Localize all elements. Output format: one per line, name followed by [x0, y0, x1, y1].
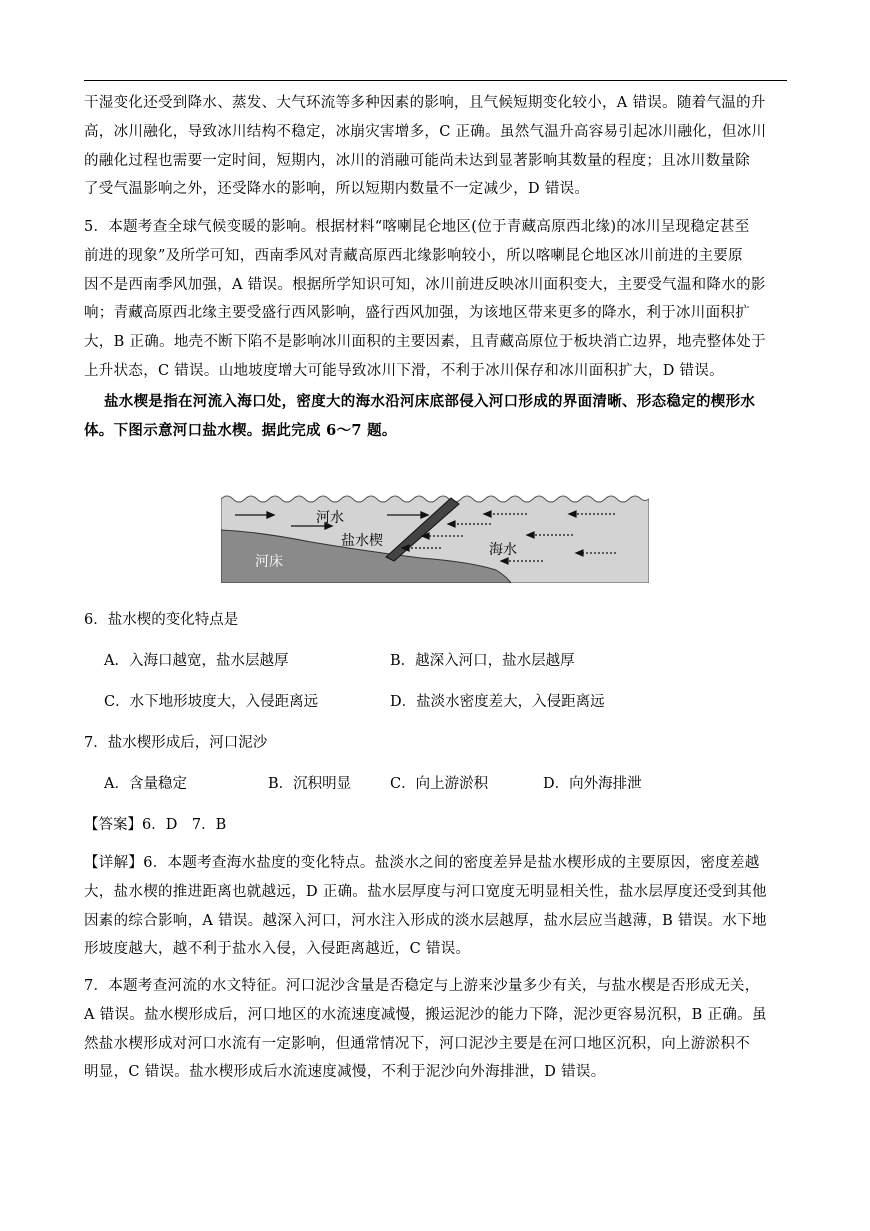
q6-option-b: B．越深入河口，盐水层越厚: [390, 653, 575, 669]
label-riverbed: 河床: [255, 554, 283, 570]
q6-option-c: C．水下地形坡度大，入侵距离远: [104, 694, 319, 710]
label-river-water: 河水: [316, 510, 344, 526]
text-line: 然盐水楔形成对河口水流有一定影响，但通常情况下，河口泥沙主要是在河口地区沉积，向上游淤积不: [84, 1035, 750, 1052]
text-line: 大，盐水楔的推进距离也就越远，D 正确。盐水层厚度与河口宽度无明显相关性，盐水层厚度还受到其他: [84, 883, 767, 900]
label-salt-wedge: 盐水楔: [341, 533, 383, 549]
header-rule: [84, 80, 787, 81]
q6-detail: [84, 849, 788, 964]
q6-stem: 6．盐水楔的变化特点是: [84, 612, 239, 628]
text-line: 前进的现象”及所学可知，西南季风对青藏高原西北缘影响较小，所以喀喇昆仑地区冰川前进的主要原: [84, 247, 743, 264]
salt-wedge-diagram: [221, 460, 649, 583]
text-line: 大，B 正确。地壳不断下陷不是影响冰川面积的主要因素，且青藏高原位于板块消亡边界，地壳整体处于: [84, 334, 766, 351]
text-line: 明显，C 错误。盐水楔形成后水流速度减慢，不利于泥沙向外海排泄，D 错误。: [84, 1064, 606, 1081]
text-line: 上升状态，C 错误。山地坡度增大可能导致冰川下滑，不利于冰川保存和冰川面积扩大，D 错误。: [84, 362, 724, 379]
q7-option-b: B．沉积明显: [268, 776, 352, 792]
material-intro: [84, 388, 788, 446]
q7-option-a: A．含量稳定: [104, 776, 187, 792]
text-line: 盐水楔是指在河流入海口处，密度大的海水沿河床底部侵入河口形成的界面清晰、形态稳定的楔形水: [104, 393, 756, 410]
text-line: 因素的综合影响，A 错误。越深入河口，河水注入形成的淡水层越厚，盐水层应当越薄，B 错误。水下地: [84, 912, 767, 929]
text-line: 因不是西南季风加强，A 错误。根据所学知识可知，冰川前进反映冰川面积变大，主要受气温和降水的影: [84, 276, 766, 293]
text-line: 了受气温影响之外，还受降水的影响，所以短期内数量不一定减少，D 错误。: [84, 181, 590, 198]
text-line: 5．本题考查全球气候变暖的影响。根据材料“喀喇昆仑地区(位于青藏高原西北缘)的冰川呈现稳定甚至: [84, 219, 750, 235]
text-line: 【详解】6．本题考查海水盐度的变化特点。盐淡水之间的密度差异是盐水楔形成的主要原因，密度差越: [84, 855, 760, 871]
q6-option-d: D．盐淡水密度差大，入侵距离远: [390, 694, 605, 710]
text-line: 7．本题考查河流的水文特征。河口泥沙含量是否稳定与上游来沙量多少有关，与盐水楔是否形成无关，: [84, 978, 760, 994]
q7-stem: 7．盐水楔形成后，河口泥沙: [84, 735, 268, 751]
label-sea-water: 海水: [489, 542, 517, 558]
salt-wedge-svg: [221, 460, 649, 583]
q7-option-d: D．向外海排泄: [543, 776, 642, 792]
text-line: 的融化过程也需要一定时间，短期内，冰川的消融可能尚未达到显著影响其数量的程度；且冰川数量除: [84, 152, 750, 169]
text-line: 形坡度越大，越不利于盐水入侵，入侵距离越近，C 错误。: [84, 941, 471, 958]
q5-explanation: [84, 213, 788, 386]
q7-option-c: C．向上游淤积: [390, 776, 489, 792]
text-line: A 错误。盐水楔形成后，河口地区的水流速度减慢，搬运泥沙的能力下降，泥沙更容易沉积，B 正确。虽: [84, 1006, 767, 1023]
q4-explanation-continued: [84, 89, 788, 204]
q7-detail: [84, 972, 788, 1087]
text-line: 响；青藏高原西北缘主要受盛行西风影响，盛行西风加强，为该地区带来更多的降水，利于冰川面积扩: [84, 305, 750, 322]
answer-line: 【答案】6．D 7．B: [84, 817, 227, 833]
text-line: 体。下图示意河口盐水楔。据此完成 6～7 题。: [84, 421, 397, 439]
text-line: 高，冰川融化，导致冰川结构不稳定，冰崩灾害增多，C 正确。虽然气温升高容易引起冰川融化，但冰川: [84, 123, 767, 140]
text-line: 干湿变化还受到降水、蒸发、大气环流等多种因素的影响，且气候短期变化较小，A 错误。随着气温的升: [84, 95, 766, 111]
q6-option-a: A．入海口越宽，盐水层越厚: [104, 653, 289, 669]
